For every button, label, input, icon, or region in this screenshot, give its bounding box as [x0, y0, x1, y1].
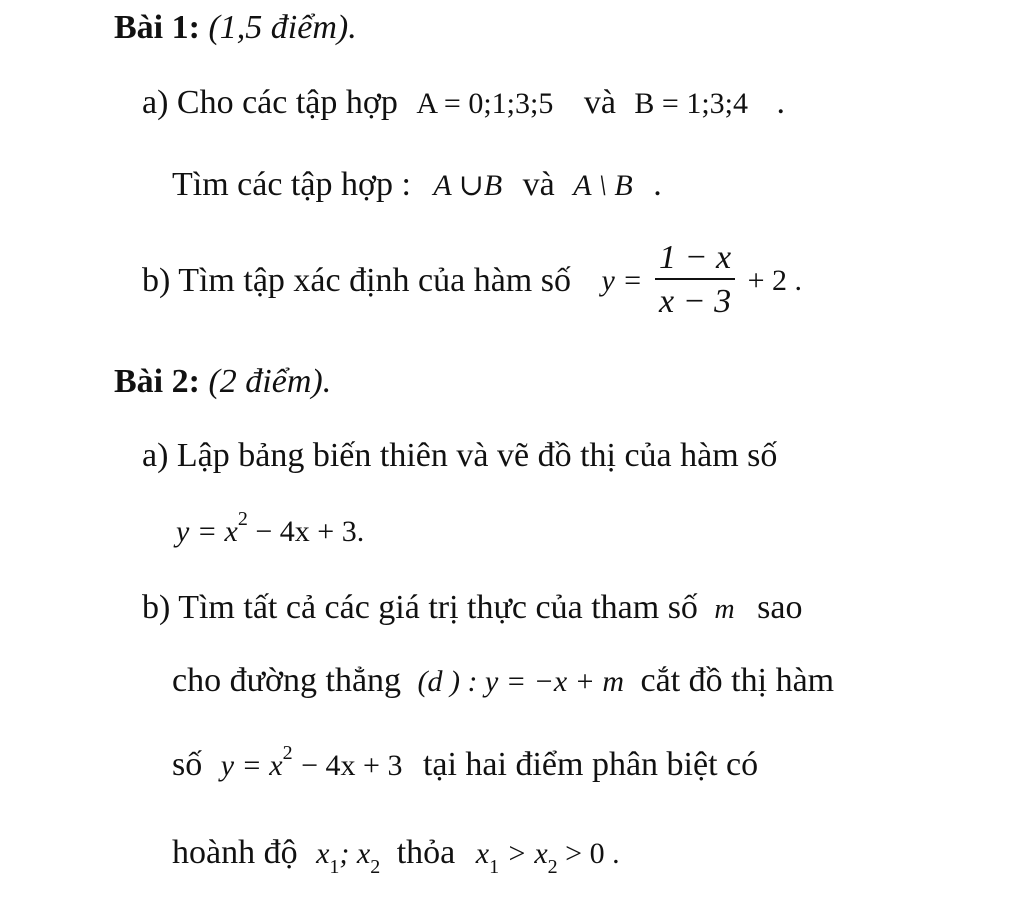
bai1-a-line [142, 83, 785, 124]
bai2-a-label: a) Lập bảng biến thiên và vẽ đồ thị của hàm số [142, 437, 778, 474]
set-b-expression: B = 1;3;4 [634, 87, 749, 120]
bai2-b-func-exp: 2 [282, 742, 293, 764]
bai2-b-line1 [142, 588, 802, 630]
bai1-a-end: . [776, 84, 786, 121]
bai2-b-line3-start: số [172, 746, 203, 783]
bai1-score: (1,5 điểm). [208, 9, 357, 46]
bai2-b-func-rhs: − 4x + 3 [301, 749, 403, 782]
condition-gt: > x [499, 837, 548, 870]
bai1-b-label: b) Tìm tập xác định của hàm số [142, 262, 571, 299]
bai2-b-line3 [172, 742, 759, 789]
fraction-numerator: 1 − x [659, 239, 732, 276]
bai2-a-func-rhs: − 4x + 3. [255, 515, 365, 548]
function-lhs: y = [601, 264, 643, 297]
parameter-m: m [714, 594, 735, 625]
function-rhs: + 2 . [747, 264, 803, 297]
bai1-a-label: a) Cho các tập hợp [142, 84, 398, 121]
condition-x1: x [475, 837, 490, 870]
bai2-b-line4-thoa: thỏa [396, 834, 456, 871]
bai2-b-line2-end: cắt đồ thị hàm [640, 662, 835, 699]
difference-expression: A \ B [573, 169, 633, 202]
bai2-a-function-line [176, 508, 365, 555]
bai2-score: (2 điểm). [208, 363, 332, 400]
bai1-a-and: và [583, 84, 616, 121]
union-expression: A ∪B [433, 169, 503, 202]
fraction [655, 238, 735, 324]
condition-tail: > 0 . [557, 837, 620, 870]
bai1-a2-text: Tìm các tập hợp : [172, 166, 411, 203]
bai2-a-func-exp: 2 [237, 508, 248, 530]
fraction-denominator: x − 3 [659, 283, 732, 320]
bai2-b-line3-end: tại hai điểm phân biệt có [422, 746, 759, 783]
line-d-equation: (d ) : y = −x + m [417, 665, 625, 698]
x1-symbol: x [316, 837, 330, 870]
condition-x1-sub: 1 [489, 856, 500, 878]
bai1-heading-line [114, 8, 357, 48]
bai2-heading-line [114, 362, 331, 402]
bai2-a-func-lhs: y = x [176, 515, 238, 548]
x1-subscript: 1 [329, 856, 340, 878]
x2-symbol: ; x [339, 837, 371, 870]
bai2-b-line2-text: cho đường thẳng [172, 662, 402, 699]
bai1-heading: Bài 1: [114, 9, 200, 46]
x2-subscript: 2 [370, 856, 381, 878]
bai1-a2-and: và [522, 166, 555, 203]
bai2-b-line4-text: hoành độ [172, 834, 298, 871]
set-a-expression: A = 0;1;3;5 [416, 87, 554, 120]
bai2-heading: Bài 2: [114, 363, 200, 400]
bai1-a2-end: . [653, 166, 662, 203]
condition-x2-sub: 2 [547, 856, 558, 878]
bai2-b-line2 [172, 661, 834, 702]
bai2-b-line1-end: sao [757, 589, 803, 626]
bai2-b-func-lhs: y = x [220, 749, 283, 782]
bai2-b-line4 [172, 833, 620, 877]
bai1-b-line [142, 238, 802, 324]
bai2-a-line [142, 436, 777, 476]
bai1-a2-line [172, 165, 662, 206]
bai2-b-line1-text: b) Tìm tất cả các giá trị thực của tham số [142, 589, 698, 626]
